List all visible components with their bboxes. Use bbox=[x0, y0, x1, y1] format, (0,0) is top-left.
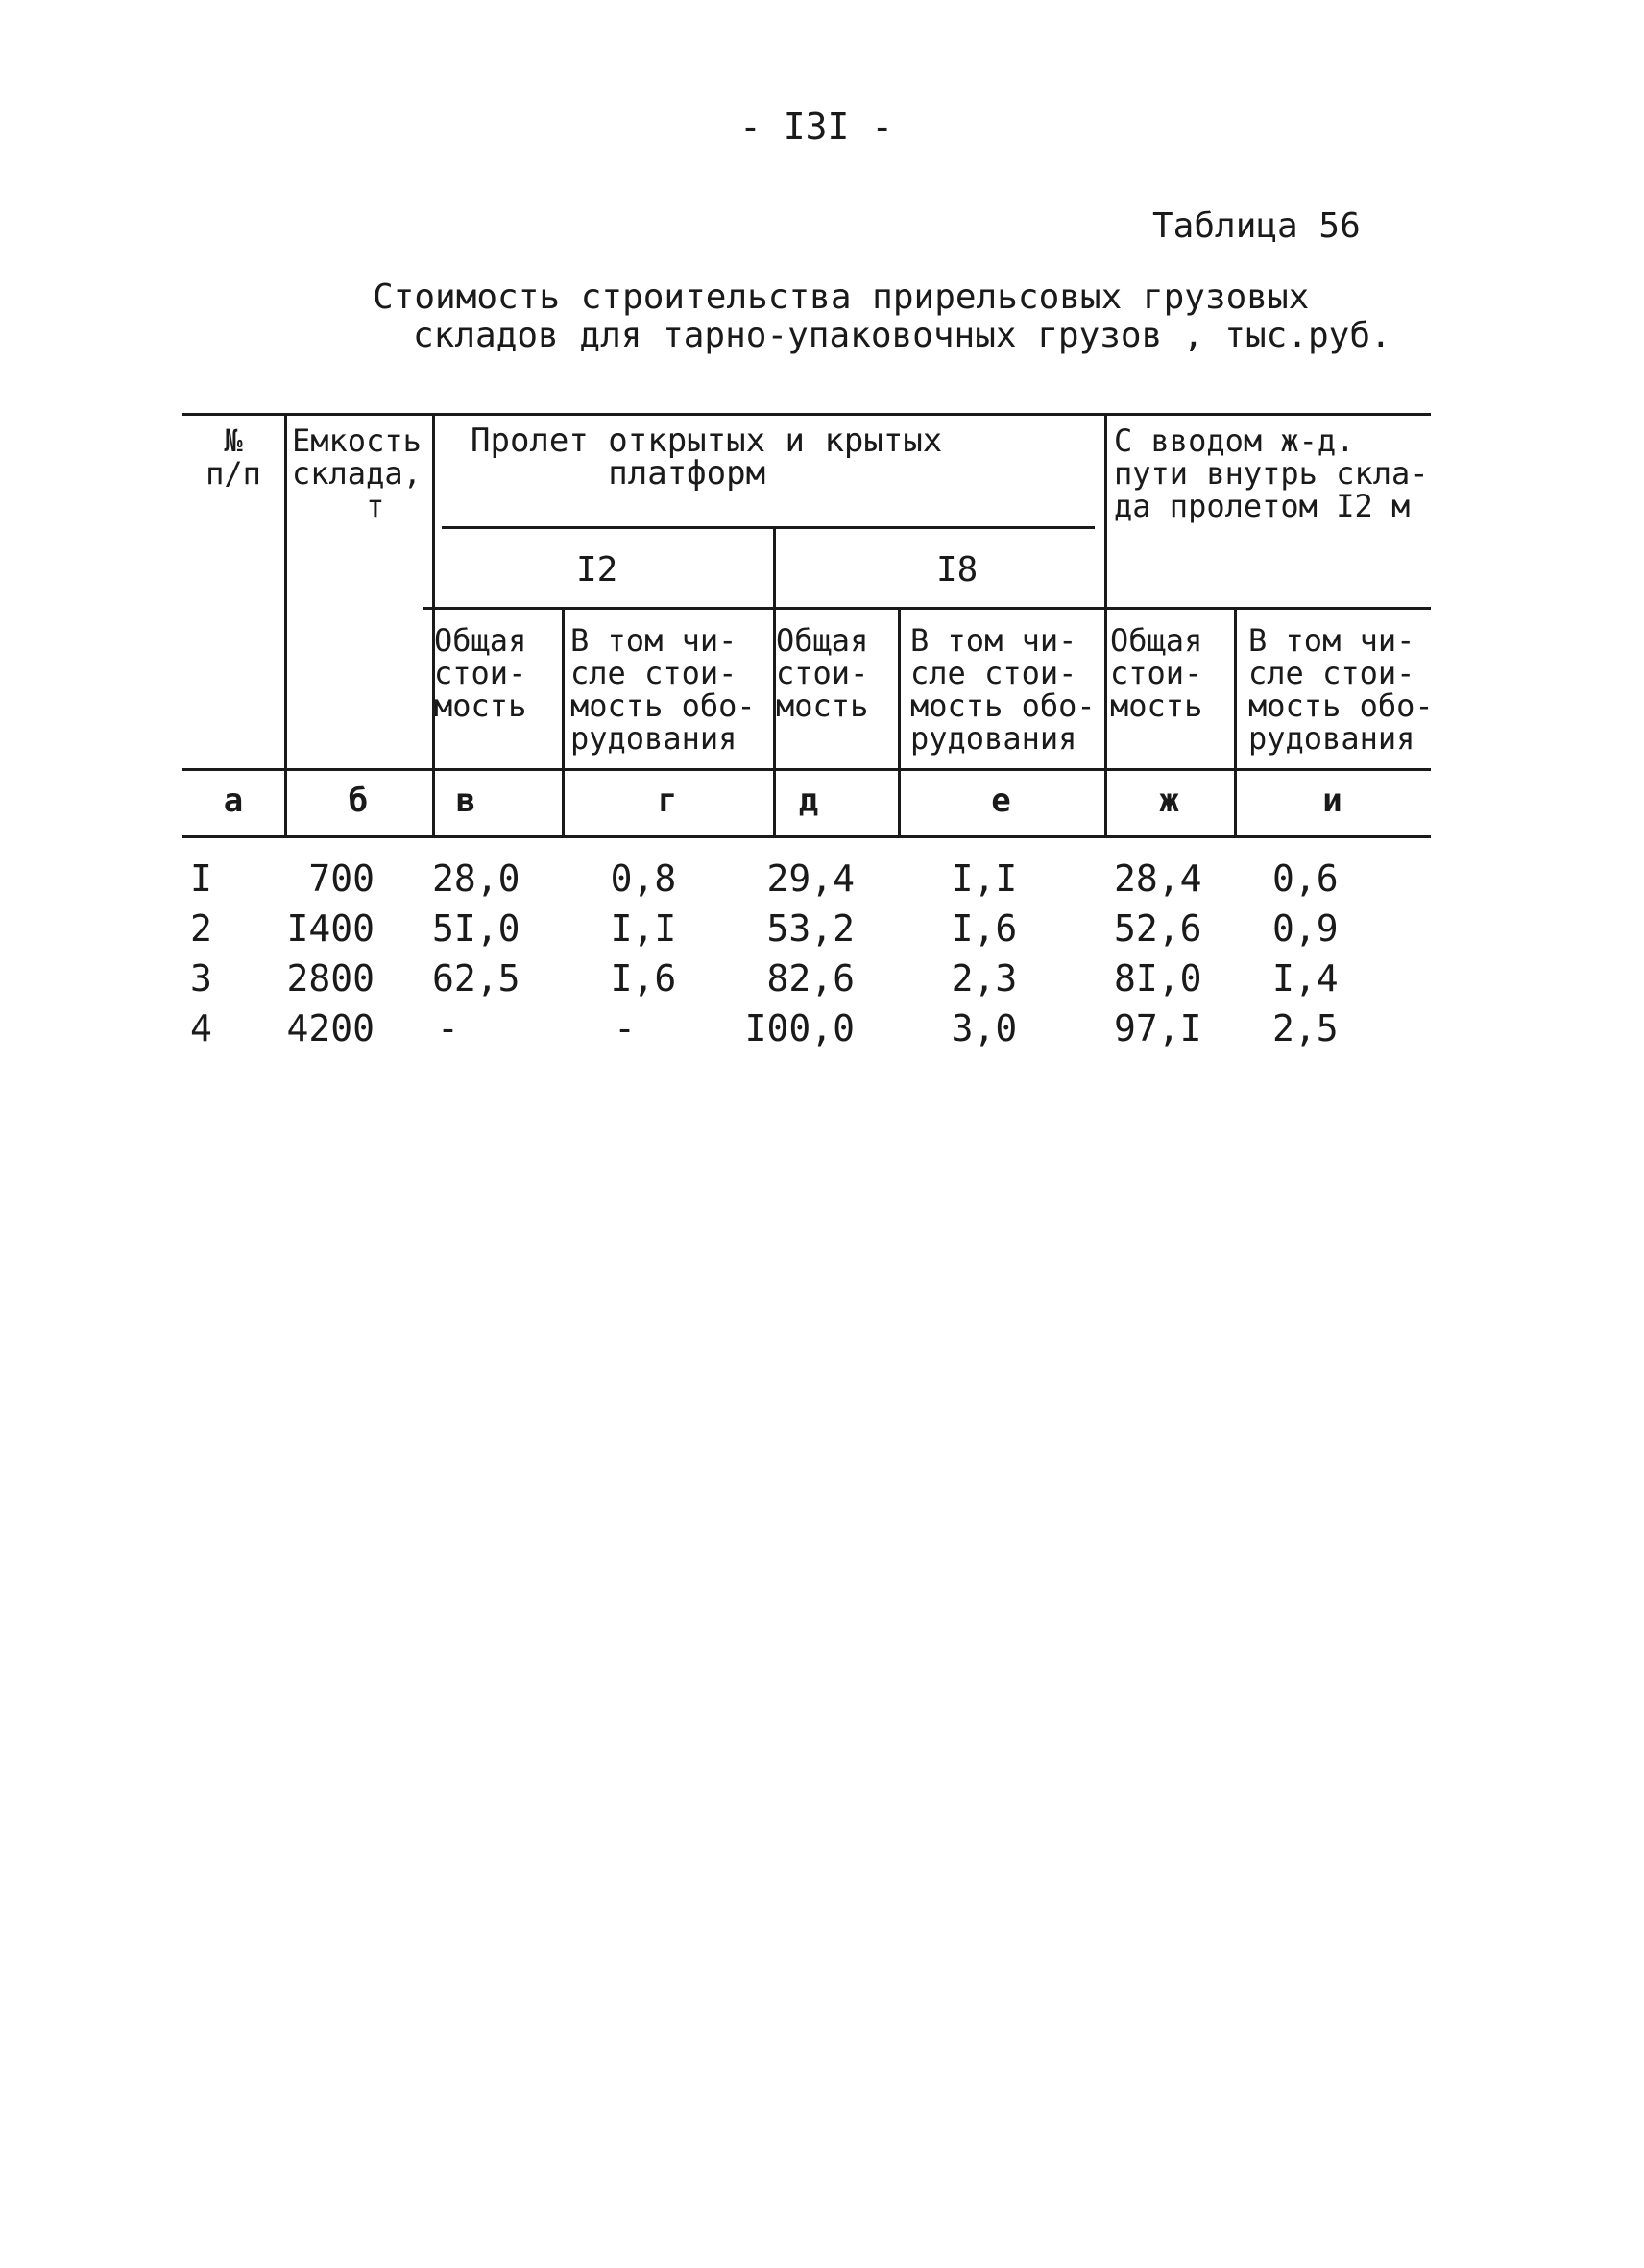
cell-capacity: 2800 bbox=[286, 957, 375, 1000]
column-code-zh: ж bbox=[1159, 782, 1179, 820]
cell-rail-equipment: 2,5 bbox=[1272, 1007, 1339, 1050]
header-12-equipment: В том чи- сле стои- мость обо- рудования bbox=[570, 622, 756, 757]
cell-12-equipment: 0,8 bbox=[610, 857, 677, 900]
header-bottom-rule bbox=[182, 768, 1431, 771]
cell-capacity: 4200 bbox=[286, 1007, 375, 1050]
header-span: Пролет открытых и крытых платформ bbox=[471, 422, 943, 493]
cell-12-total: 62,5 bbox=[432, 957, 520, 1000]
header-rail: С вводом ж-д. пути внутрь скла- да пролетом I2 м bbox=[1114, 422, 1429, 524]
cell-12-equipment: I,I bbox=[610, 907, 677, 950]
cell-18-total: I00,0 bbox=[744, 1007, 855, 1050]
cell-no: 3 bbox=[190, 957, 212, 1000]
column-code-i: и bbox=[1322, 782, 1342, 820]
cell-18-equipment: 2,3 bbox=[951, 957, 1018, 1000]
header-capacity: Емкость склада, т bbox=[292, 422, 422, 524]
table-top-rule bbox=[182, 413, 1431, 416]
cell-rail-total: 8I,0 bbox=[1114, 957, 1202, 1000]
cell-18-equipment: 3,0 bbox=[951, 1007, 1018, 1050]
cell-rail-equipment: I,4 bbox=[1272, 957, 1339, 1000]
column-code-v: в bbox=[455, 782, 476, 820]
codes-bottom-rule bbox=[182, 835, 1431, 838]
header-18-total: Общая стои- мость bbox=[776, 622, 869, 724]
cell-18-equipment: I,6 bbox=[951, 907, 1018, 950]
header-12-total: Общая стои- мость bbox=[434, 622, 527, 724]
cell-12-total: 28,0 bbox=[432, 857, 520, 900]
cell-no: I bbox=[190, 857, 212, 900]
cell-rail-total: 52,6 bbox=[1114, 907, 1202, 950]
column-code-d: д bbox=[798, 782, 819, 820]
header-18-equipment: В том чи- сле стои- мость обо- рудования bbox=[910, 622, 1096, 757]
header-rail-equipment: В том чи- сле стои- мость обо- рудования bbox=[1248, 622, 1434, 757]
cell-12-total: 5I,0 bbox=[432, 907, 520, 950]
column-code-b: б bbox=[348, 782, 369, 820]
header-span-12: I2 bbox=[576, 550, 618, 590]
header-span-18: I8 bbox=[936, 550, 979, 590]
cell-rail-total: 28,4 bbox=[1114, 857, 1202, 900]
table-caption-line-1: Стоимость строительства прирельсовых грузовых bbox=[373, 277, 1310, 317]
cell-rail-total: 97,I bbox=[1114, 1007, 1202, 1050]
rule-span-rail bbox=[1104, 413, 1107, 835]
table-label: Таблица 56 bbox=[1152, 206, 1361, 246]
subheader-rule bbox=[423, 607, 1431, 610]
cell-12-equipment: I,6 bbox=[610, 957, 677, 1000]
rule-no-capacity bbox=[284, 413, 287, 835]
cell-18-equipment: I,I bbox=[951, 857, 1018, 900]
cell-12-total: - bbox=[437, 1007, 459, 1050]
cell-18-total: 29,4 bbox=[766, 857, 855, 900]
cell-12-equipment: - bbox=[614, 1007, 636, 1050]
cell-18-total: 53,2 bbox=[766, 907, 855, 950]
header-rail-total: Общая стои- мость bbox=[1110, 622, 1203, 724]
column-code-a: а bbox=[223, 782, 244, 820]
header-no: № п/п bbox=[206, 422, 261, 492]
cell-rail-equipment: 0,6 bbox=[1272, 857, 1339, 900]
cell-rail-equipment: 0,9 bbox=[1272, 907, 1339, 950]
cell-18-total: 82,6 bbox=[766, 957, 855, 1000]
table-caption-line-2: складов для тарно-упаковочных грузов , тыс.руб. bbox=[413, 316, 1391, 355]
page-number: - I3I - bbox=[739, 106, 894, 148]
cell-capacity: I400 bbox=[286, 907, 375, 950]
column-code-e: е bbox=[991, 782, 1011, 820]
cell-no: 4 bbox=[190, 1007, 212, 1050]
column-code-g: г bbox=[657, 782, 678, 820]
cell-no: 2 bbox=[190, 907, 212, 950]
span-rule bbox=[442, 526, 1095, 529]
cell-capacity: 700 bbox=[308, 857, 375, 900]
